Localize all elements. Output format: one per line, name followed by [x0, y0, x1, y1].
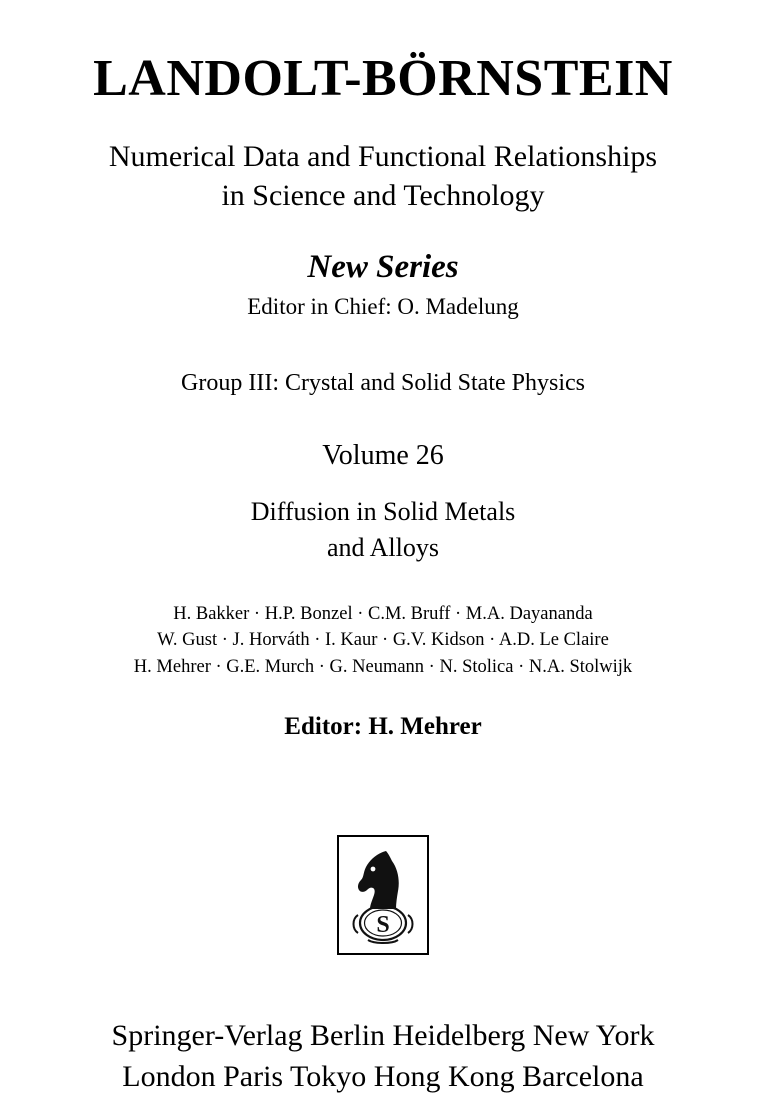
volume-title [251, 494, 516, 566]
volume-editor: Editor: H. Mehrer [284, 712, 482, 740]
page-title: LANDOLT-BÖRNSTEIN [93, 50, 673, 107]
publisher-imprint [112, 1015, 655, 1098]
subtitle [109, 137, 657, 216]
subtitle-line-1: Numerical Data and Functional Relationships [108, 139, 658, 173]
author-line: H. Mehrer · G.E. Murch · G. Neumann · N. Stolica · N.A. Stolwijk [133, 657, 633, 678]
volume-title-line-1: Diffusion in Solid Metals [250, 496, 516, 526]
publisher-logo-area [337, 835, 429, 955]
volume-number: Volume 26 [322, 439, 444, 471]
author-list [134, 601, 632, 681]
svg-text:S: S [376, 911, 390, 938]
group-designation: Group III: Crystal and Solid State Physics [181, 369, 585, 396]
editor-in-chief: Editor in Chief: O. Madelung [247, 293, 519, 319]
volume-title-line-2: and Alloys [327, 532, 439, 562]
springer-knight-logo-icon [337, 835, 429, 955]
publisher-line-2: London Paris Tokyo Hong Kong Barcelona [122, 1060, 644, 1094]
publisher-line-1: Springer-Verlag Berlin Heidelberg New York [111, 1018, 655, 1052]
series-name: New Series [307, 248, 459, 285]
subtitle-line-2: in Science and Technology [221, 179, 545, 213]
author-line: W. Gust · J. Horváth · I. Kaur · G.V. Kidson · A.D. Le Claire [157, 630, 609, 651]
author-line: H. Bakker · H.P. Bonzel · C.M. Bruff · M.A. Dayananda [173, 603, 593, 624]
